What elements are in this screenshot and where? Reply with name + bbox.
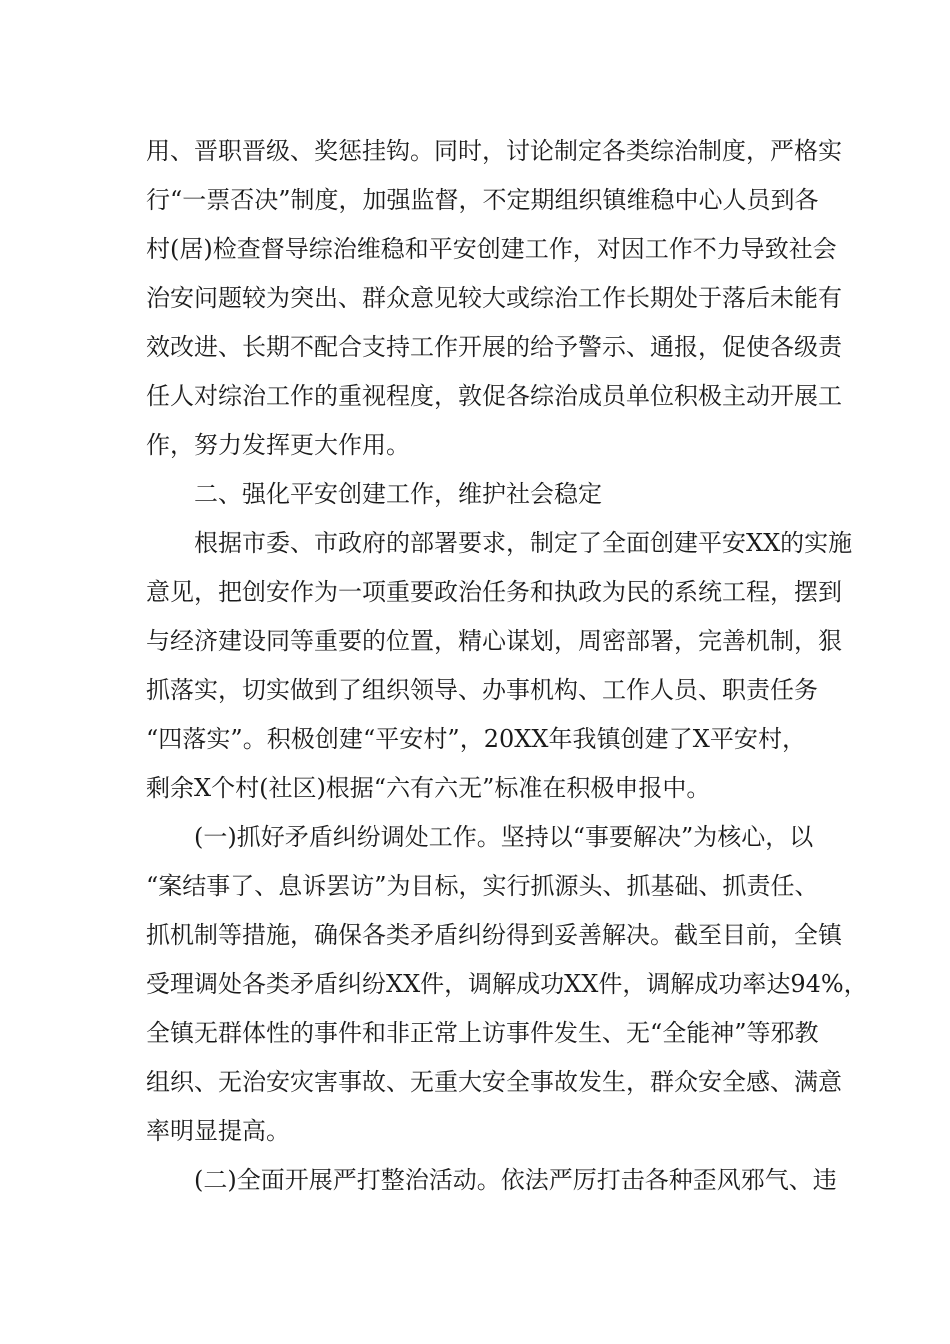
text-line: 与经济建设同等重要的位置，精心谋划，周密部署，完善机制，狠 <box>146 627 842 655</box>
text-line: 任人对综治工作的重视程度，敦促各综治成员单位积极主动开展工 <box>146 382 842 410</box>
document-body <box>146 127 868 1205</box>
paragraph-2 <box>146 519 853 813</box>
text-line: “案结事了、息诉罢访”为目标，实行抓源头、抓基础、抓责任、 <box>146 872 819 900</box>
text-line: 意见，把创安作为一项重要政治任务和执政为民的系统工程，摆到 <box>146 578 842 606</box>
text-line: 剩余X个村(社区)根据“六有六无”标准在积极申报中。 <box>146 774 711 802</box>
section-heading-text: 二、强化平安创建工作，维护社会稳定 <box>194 480 602 508</box>
section-heading <box>146 470 806 519</box>
paragraph-4 <box>146 1156 837 1205</box>
text-line: 根据市委、市政府的部署要求，制定了全面创建平安XX的实施 <box>194 529 853 557</box>
text-line: (一)抓好矛盾纠纷调处工作。坚持以“事要解决”为核心，以 <box>194 823 814 851</box>
paragraph-1 <box>146 127 842 470</box>
paragraph-3 <box>146 813 868 1156</box>
text-line: 行“一票否决”制度，加强监督，不定期组织镇维稳中心人员到各 <box>146 186 819 214</box>
text-line: 效改进、长期不配合支持工作开展的给予警示、通报，促使各级责 <box>146 333 842 361</box>
text-line: 作，努力发挥更大作用。 <box>146 431 410 459</box>
text-line: 组织、无治安灾害事故、无重大安全事故发生，群众安全感、满意 <box>146 1068 842 1096</box>
text-line: 用、晋职晋级、奖惩挂钩。同时，讨论制定各类综治制度，严格实 <box>146 137 842 165</box>
text-line: 治安问题较为突出、群众意见较大或综治工作长期处于落后未能有 <box>146 284 842 312</box>
text-line: 抓机制等措施，确保各类矛盾纠纷得到妥善解决。截至目前，全镇 <box>146 921 842 949</box>
text-line: (二)全面开展严打整治活动。依法严厉打击各种歪风邪气、违 <box>194 1166 837 1194</box>
text-line: 抓落实，切实做到了组织领导、办事机构、工作人员、职责任务 <box>146 676 818 704</box>
text-line: 受理调处各类矛盾纠纷XX件，调解成功XX件，调解成功率达94%， <box>146 970 868 998</box>
text-line: “四落实”。积极创建“平安村”，20XX年我镇创建了X平安村， <box>146 725 806 753</box>
text-line: 村(居)检查督导综治维稳和平安创建工作，对因工作不力导致社会 <box>146 235 837 263</box>
text-line: 全镇无群体性的事件和非正常上访事件发生、无“全能神”等邪教 <box>146 1019 819 1047</box>
text-line: 率明显提高。 <box>146 1117 290 1145</box>
